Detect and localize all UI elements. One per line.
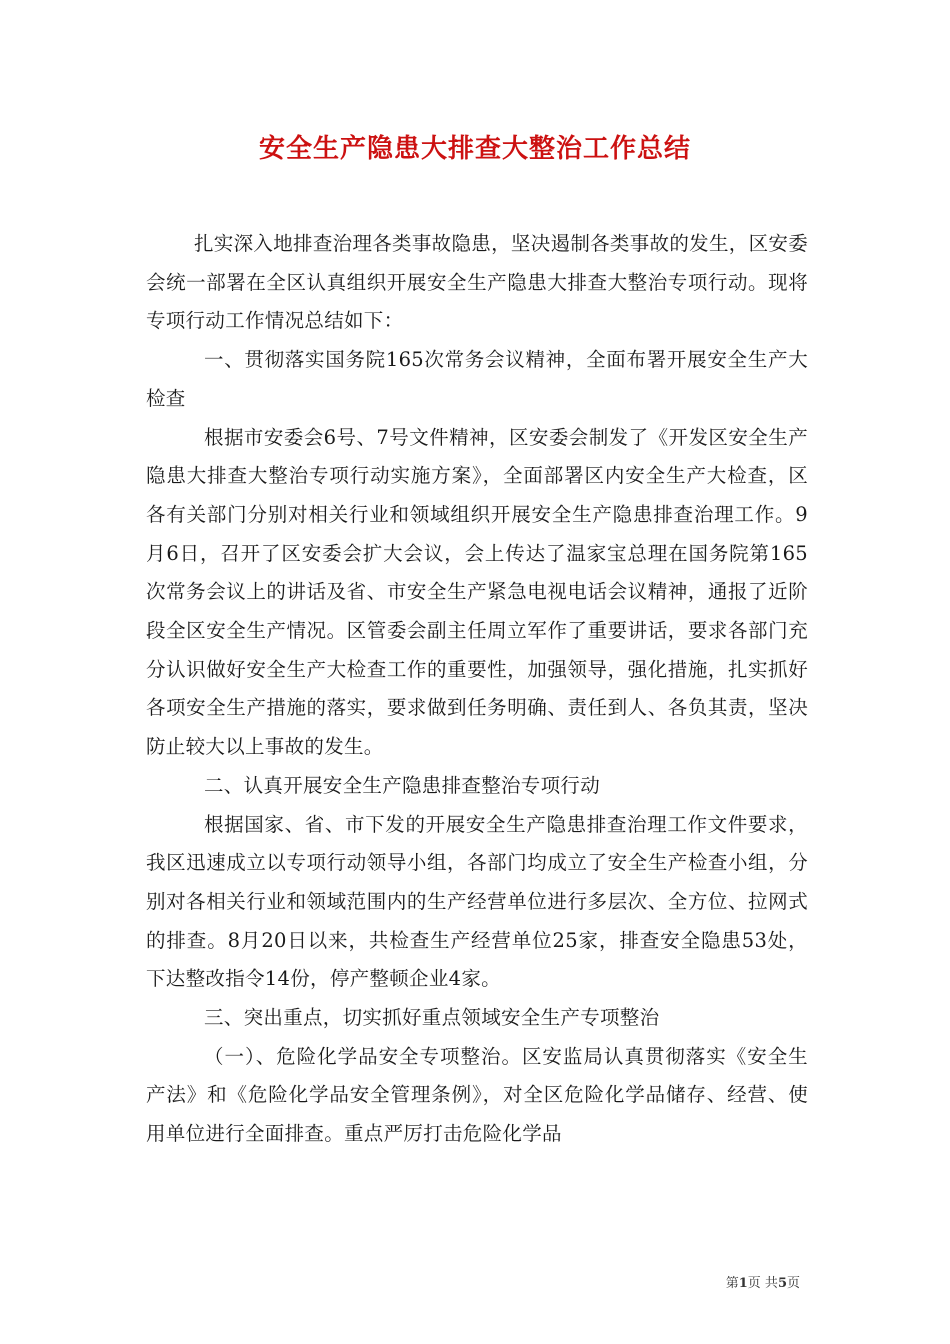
document-title: 安全生产隐患大排查大整治工作总结: [258, 134, 691, 164]
footer-middle: 页 共: [747, 1276, 778, 1291]
current-page-number: 1: [738, 1276, 748, 1291]
page-number-footer: [726, 1272, 800, 1291]
intro-paragraph: 扎实深入地排查治理各类事故隐患，坚决遏制各类事故的发生，区安委会统一部署在全区认真组织开展安全生产隐患大排查大整治专项行动。现将专项行动工作情况总结如下：: [146, 232, 808, 333]
section-paragraph-2: 根据国家、省、市下发的开展安全生产隐患排查治理工作文件要求，我区迅速成立以专项行动领导小组，各部门均成立了安全生产检查小组，分别对各相关行业和领域范围内的生产经营单位进行多层次、全方位、拉网式的排查。8月20日以来，共检查生产经营单位25家，排查安全隐患53处，下达整改指令14份，停产整顿企业4家。: [146, 812, 808, 991]
document-body: [146, 225, 808, 1154]
section-heading-3: 三、突出重点，切实抓好重点领域安全生产专项整治: [204, 1006, 660, 1030]
section-heading-1: 一、贯彻落实国务院165次常务会议精神，全面布署开展安全生产大检查: [146, 348, 808, 410]
total-page-count: 5: [777, 1276, 787, 1291]
footer-suffix: 页: [786, 1276, 800, 1291]
section-paragraph-3: （一）、危险化学品安全专项整治。区安监局认真贯彻落实《安全生产法》和《危险化学品安全管理条例》，对全区危险化学品储存、经营、使用单位进行全面排查。重点严厉打击危险化学品: [146, 1044, 808, 1146]
section-heading-2: 二、认真开展安全生产隐患排查整治专项行动: [204, 773, 601, 797]
section-paragraph-1: 根据市安委会6号、7号文件精神，区安委会制发了《开发区安全生产隐患大排查大整治专项行动实施方案》，全面部署区内安全生产大检查，区各有关部门分别对相关行业和领域组织开展安全生产隐患排查治理工作。9月6日，召开了区安委会扩大会议，会上传达了温家宝总理在国务院第165次常务会议上的讲话及省、市安全生产紧急电视电话会议精神，通报了近阶段全区安全生产情况。区管委会副主任周立军作了重要讲话，要求各部门充分认识做好安全生产大检查工作的重要性，加强领导，强化措施，扎实抓好各项安全生产措施的落实，要求做到任务明确、责任到人、各负其责，坚决防止较大以上事故的发生。: [146, 425, 808, 759]
footer-prefix: 第: [725, 1276, 739, 1291]
